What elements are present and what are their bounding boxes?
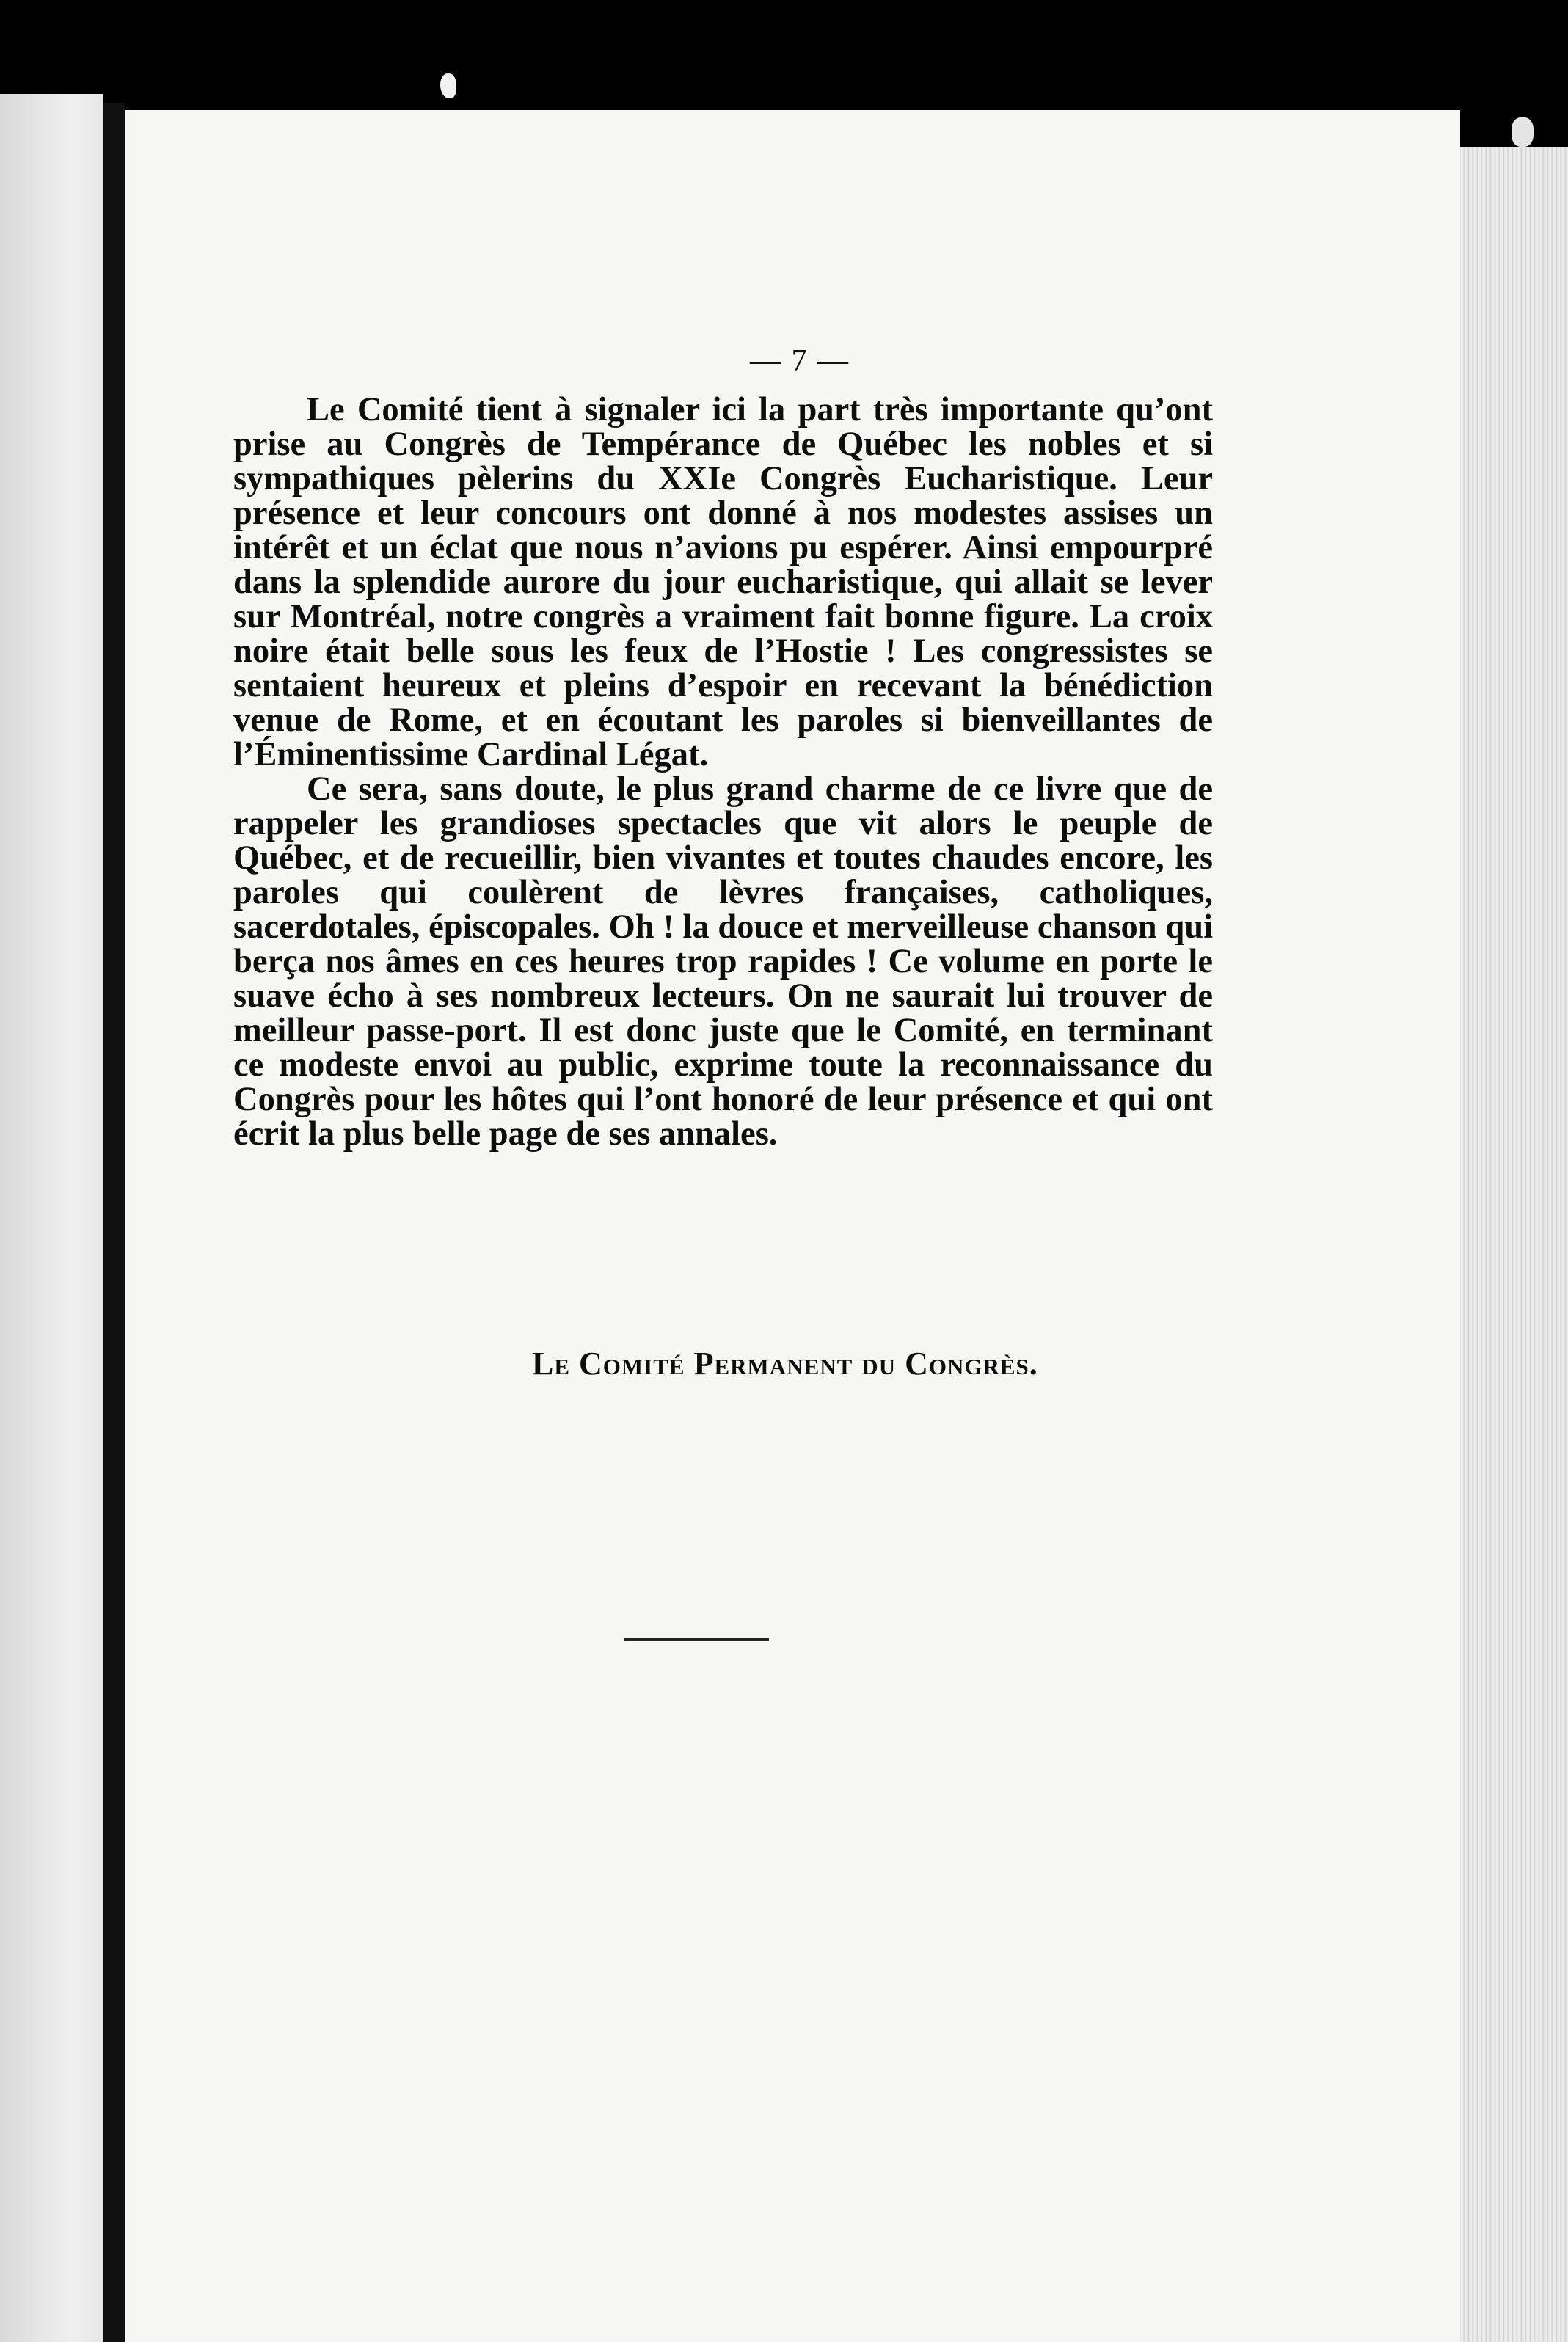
book-page [125,110,1460,2342]
paragraph: Le Comité tient à signaler ici la part très importante qu’ont prise au Congrès de Tempérance de Québec les nobles et si sympathiques pèlerins du XXIe Congrès Eucharistique. Leur présence et leur concours ont donné à nos modestes assises un intérêt et un éclat que nous n’avions pu espérer. Ainsi empourpré dans la splendide aurore du jour eucharistique, qui allait se lever sur Montréal, notre congrès a vraiment fait bonne figure. La croix noire était belle sous les feux de l’Hostie ! Les congressistes se sentaient heureux et pleins d’espoir en recevant la bénédiction venue de Rome, et en écoutant les paroles si bienveillantes de l’Éminentissime Cardinal Légat. [233,391,1213,773]
signature: Le Comité Permanent du Congrès. [532,1346,1038,1382]
book-spine [103,103,125,2342]
body-text [233,393,1213,1151]
left-page-edge [0,94,103,2342]
paragraph: Ce sera, sans doute, le plus grand charme de ce livre que de rappeler les grandioses spectacles que vit alors le peuple de Québec, et de recueillir, bien vivantes et toutes chaudes encore, les paroles qui coulèrent de lèvres françaises, catholiques, sacerdotales, épiscopales. Oh ! la douce et merveilleuse chanson qui berça nos âmes en ces heures trop rapides ! Ce volume en porte le suave écho à ses nombreux lecteurs. On ne saurait lui trouver de meilleur passe-port. Il est donc juste que le Comité, en terminant ce modeste envoi au public, exprime toute la reconnaissance du Congrès pour les hôtes qui l’ont honoré de leur présence et qui ont écrit la plus belle page de ses annales. [233,770,1213,1153]
scan-blot [440,73,456,98]
end-rule [624,1638,769,1641]
page-stack-edge [1456,147,1568,2342]
scan-blot [1512,117,1534,147]
page-number: — 7 — [750,344,850,378]
